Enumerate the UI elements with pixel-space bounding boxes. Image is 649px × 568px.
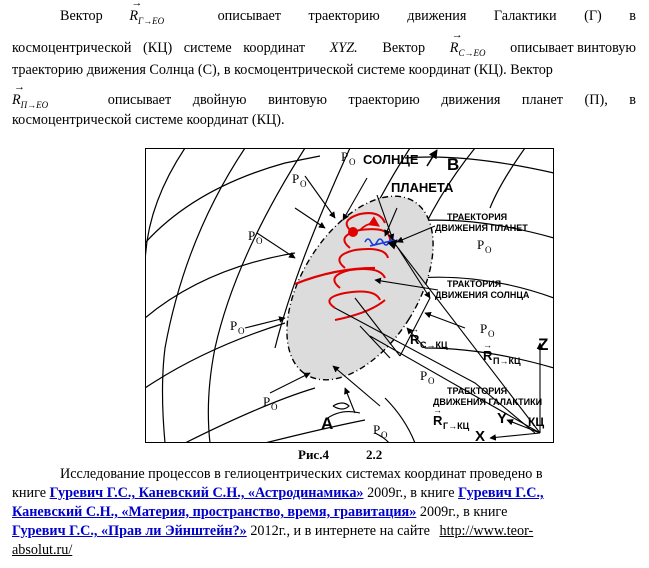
book-link-einstein[interactable]: Гуревич Г.С., «Прав ли Эйнштейн?» — [12, 523, 247, 539]
label-sun: СОЛНЦЕ — [363, 152, 419, 167]
svg-text:O: O — [271, 402, 278, 412]
outro-text: 2009г., в книге — [367, 485, 455, 501]
svg-text:P: P — [248, 228, 256, 243]
intro-line-2 — [12, 29, 636, 58]
label-traj-planet-2: ДВИЖЕНИЯ ПЛАНЕТ — [435, 223, 528, 233]
outro-line-3 — [12, 504, 636, 521]
svg-text:→: → — [433, 405, 442, 415]
outro-line-5 — [12, 542, 636, 559]
intro-text: космоцентрической (КЦ) системе координат — [12, 40, 306, 56]
label-point-b: B — [447, 155, 460, 174]
intro-text: описывает двойную винтовую траекторию движения планет (П), в — [107, 92, 636, 108]
intro-text: Вектор — [382, 40, 426, 56]
svg-text:P: P — [292, 171, 300, 186]
outro-line-2 — [12, 485, 636, 502]
figure-diagram — [145, 148, 554, 443]
svg-text:P: P — [477, 237, 485, 252]
intro-line-4 — [12, 81, 636, 110]
svg-text:P: P — [373, 422, 381, 437]
vector-r-planet: → $R_{П\to ЕО}$ — [12, 81, 49, 110]
label-traj-gal-2: ДВИЖЕНИЯ ГАЛАКТИКИ — [433, 397, 543, 407]
svg-text:O: O — [485, 245, 492, 255]
svg-text:R: R — [410, 332, 420, 347]
intro-line-5 — [12, 112, 636, 129]
book-link-matter[interactable]: Каневский С.Н., «Материя, пространство, время, гравитация» — [12, 504, 417, 520]
intro-line-1 — [60, 0, 636, 26]
label-planet: ПЛАНЕТА — [391, 180, 454, 195]
svg-text:O: O — [349, 157, 356, 167]
label-origin: КЦ — [528, 415, 545, 429]
svg-text:P: P — [480, 321, 488, 336]
svg-text:O: O — [256, 236, 263, 246]
svg-text:Г→КЦ: Г→КЦ — [443, 421, 470, 431]
book-link-astrodynamics[interactable]: Гуревич Г.С., Каневский С.Н., «Астродинамика» — [49, 485, 364, 501]
sun-dot — [348, 227, 358, 237]
intro-text: описывает траекторию движения Галактики (Г) в — [217, 8, 636, 24]
book-link-matter-authors[interactable]: Гуревич Г.С., — [458, 485, 544, 501]
intro-text: космоцентрической системе координат (КЦ). — [12, 112, 285, 128]
vector-r-sun: → $R_{С\to ЕО}$ — [449, 29, 486, 58]
svg-text:O: O — [238, 326, 245, 336]
label-axis-x: X — [475, 428, 486, 443]
label-axis-y: Y — [497, 410, 508, 427]
outro-line-1 — [60, 466, 636, 483]
outro-text: Исследование процессов в гелиоцентрических системах координат проведено в — [60, 466, 543, 482]
intro-text: Вектор — [60, 8, 103, 24]
intro-xyz: XYZ. — [329, 40, 358, 56]
label-point-a: A — [321, 414, 334, 433]
intro-line-3 — [12, 62, 636, 79]
figure-caption: Рис.4 — [298, 447, 329, 462]
svg-text:П→КЦ: П→КЦ — [493, 356, 521, 366]
svg-text:С→КЦ: С→КЦ — [420, 340, 448, 350]
label-traj-gal-1: ТРАЕКТОРИЯ — [447, 386, 508, 396]
site-url-link[interactable]: http://www.teor- — [439, 523, 534, 539]
svg-text:P: P — [420, 368, 428, 383]
svg-text:R: R — [483, 348, 493, 363]
label-traj-planet-1: ТРАЕКТОРИЯ — [447, 212, 508, 222]
svg-text:P: P — [341, 149, 349, 164]
outro-text: книге — [12, 485, 47, 501]
svg-text:O: O — [381, 430, 388, 440]
outro-text: 2009г., в книге — [419, 504, 508, 520]
site-url-link-cont[interactable]: absolut.ru/ — [12, 542, 73, 558]
svg-text:R: R — [433, 413, 443, 428]
intro-text: описывает винтовую — [510, 40, 636, 56]
svg-text:O: O — [300, 179, 307, 189]
svg-text:P: P — [230, 318, 238, 333]
svg-text:P: P — [263, 394, 271, 409]
svg-text:→: → — [483, 340, 492, 350]
svg-text:O: O — [428, 376, 435, 386]
label-axis-z: Z — [538, 335, 549, 354]
vector-r-galaxy: → $R_{Г\to ЕО}$ — [129, 0, 165, 26]
label-traj-sun-2: ДВИЖЕНИЯ СОЛНЦА — [435, 290, 530, 300]
outro-text: 2012г., и в интернете на сайте — [250, 523, 430, 539]
svg-text:O: O — [488, 329, 495, 339]
intro-text: траекторию движения Солнца (С), в космоцентрической системе координат (КЦ). Вектор — [12, 62, 553, 78]
label-traj-sun-1: ТРАКТОРИЯ — [447, 279, 502, 289]
figure-number: 2.2 — [366, 447, 383, 462]
outro-line-4 — [12, 523, 636, 540]
svg-text:→: → — [410, 324, 419, 334]
